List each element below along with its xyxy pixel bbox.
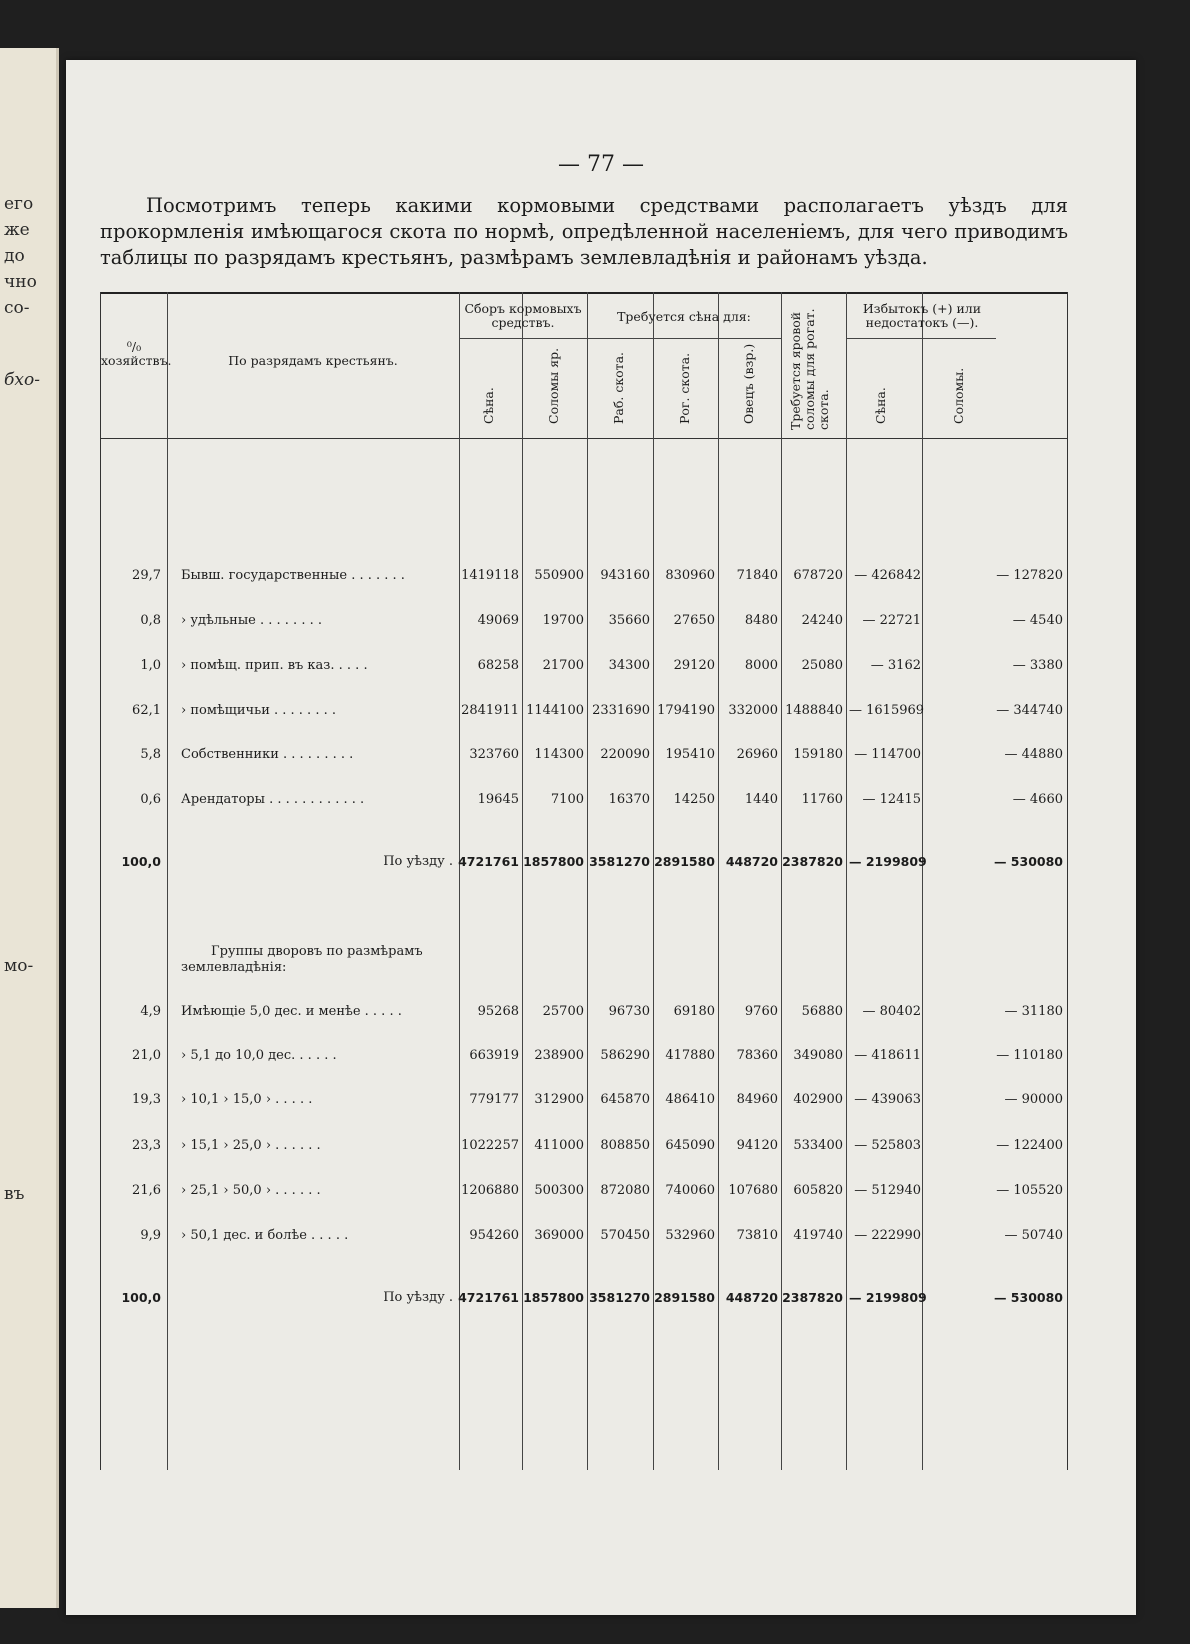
cell-req_straw: 419740	[793, 1228, 843, 1243]
row-percent: 21,0	[132, 1048, 161, 1063]
row-label: Собственники . . . . . . . . .	[181, 747, 354, 762]
row-percent: 100,0	[121, 1290, 161, 1305]
cell-straw: 19700	[542, 613, 584, 628]
cell-work: 16370	[608, 792, 650, 807]
cell-sheep: 1440	[744, 792, 778, 807]
row-label: Арендаторы . . . . . . . . . . . .	[181, 792, 365, 807]
cell-straw: 1857800	[523, 854, 584, 869]
header-sheep: Овецъ (взр.)	[741, 343, 756, 424]
cell-surplus-hay: — 114700	[854, 747, 921, 762]
cell-straw: 25700	[542, 1004, 584, 1019]
cell-straw: 550900	[534, 568, 584, 583]
cell-sheep: 448720	[725, 1290, 778, 1305]
cell-work: 645870	[600, 1092, 650, 1107]
facing-text: мо-	[4, 956, 34, 976]
header-surplus-straw: Соломы.	[951, 367, 966, 424]
cell-surplus-hay: — 3162	[870, 658, 921, 673]
row-label: › 25,1 › 50,0 › . . . . . .	[181, 1183, 321, 1198]
header-category: По разрядамъ крестьянъ.	[228, 353, 398, 368]
row-label: По уѣзду .	[383, 1290, 453, 1305]
cell-work: 570450	[600, 1228, 650, 1243]
cell-sheep: 78360	[736, 1048, 778, 1063]
cell-work: 96730	[608, 1004, 650, 1019]
cell-hay: 19645	[477, 792, 519, 807]
header-required-straw: Требуется яровой соломы для рогат. скота.	[788, 308, 831, 430]
cell-straw: 21700	[542, 658, 584, 673]
cell-sheep: 8480	[744, 613, 778, 628]
cell-surplus-hay: — 525803	[854, 1138, 921, 1153]
row-percent: 5,8	[140, 747, 161, 762]
cell-surplus-hay: — 22721	[862, 613, 921, 628]
intro-paragraph: Посмотримъ теперь какими кормовыми средствами располагаетъ уѣздъ для прокормленія имѣющагося скота по нормѣ, опредѣленной населеніемъ, для чего приводимъ таблицы по разрядамъ крестьянъ, размѣрамъ землевладѣнія и районамъ уѣзда.	[100, 194, 1068, 269]
cell-req_straw: 678720	[793, 568, 843, 583]
cell-sheep: 9760	[744, 1004, 778, 1019]
cell-work: 586290	[600, 1048, 650, 1063]
row-percent: 1,0	[140, 658, 161, 673]
cell-sheep: 332000	[728, 703, 778, 718]
cell-req_straw: 56880	[801, 1004, 843, 1019]
row-percent: 23,3	[132, 1138, 161, 1153]
cell-surplus-hay: — 1615969	[849, 703, 925, 718]
header-work-cattle: Раб. скота.	[611, 351, 626, 424]
cell-req_straw: 24240	[801, 613, 843, 628]
book-page	[66, 60, 1136, 1615]
cell-sheep: 73810	[736, 1228, 778, 1243]
header-collection: Сборъ кормовыхъ средствъ.	[464, 301, 582, 330]
cell-work: 808850	[600, 1138, 650, 1153]
cell-surplus-straw: — 4540	[1012, 613, 1063, 628]
cell-req_straw: 11760	[801, 792, 843, 807]
cell-surplus-hay: — 2199809	[849, 854, 927, 869]
cell-req_straw: 402900	[793, 1092, 843, 1107]
cell-surplus-hay: — 426842	[854, 568, 921, 583]
cell-horned: 740060	[665, 1183, 715, 1198]
cell-work: 872080	[600, 1183, 650, 1198]
cell-hay: 68258	[477, 658, 519, 673]
facing-text: со-	[4, 298, 30, 318]
cell-surplus-straw: — 110180	[996, 1048, 1063, 1063]
cell-straw: 500300	[534, 1183, 584, 1198]
header-surplus-hay: Сѣна.	[873, 387, 888, 424]
header-required-hay: Требуется сѣна для:	[617, 309, 751, 324]
row-percent: 21,6	[132, 1183, 161, 1198]
cell-straw: 238900	[534, 1048, 584, 1063]
cell-req_straw: 25080	[801, 658, 843, 673]
cell-surplus-straw: — 344740	[996, 703, 1063, 718]
row-percent: 29,7	[132, 568, 161, 583]
cell-hay: 323760	[469, 747, 519, 762]
row-label: › помѣщичьи . . . . . . . .	[181, 703, 336, 718]
cell-sheep: 107680	[728, 1183, 778, 1198]
row-percent: 100,0	[121, 854, 161, 869]
cell-req_straw: 349080	[793, 1048, 843, 1063]
header-straw: Соломы яр.	[546, 347, 561, 424]
row-label: › 50,1 дес. и болѣе . . . . .	[181, 1228, 349, 1243]
cell-req_straw: 159180	[793, 747, 843, 762]
facing-text: же	[4, 220, 30, 240]
cell-surplus-hay: — 12415	[862, 792, 921, 807]
cell-surplus-straw: — 44880	[1004, 747, 1063, 762]
cell-hay: 4721761	[458, 1290, 519, 1305]
cell-horned: 29120	[673, 658, 715, 673]
facing-text: до	[4, 246, 25, 266]
cell-surplus-hay: — 439063	[854, 1092, 921, 1107]
cell-horned: 532960	[665, 1228, 715, 1243]
cell-hay: 1206880	[461, 1183, 519, 1198]
cell-horned: 830960	[665, 568, 715, 583]
cell-surplus-straw: — 3380	[1012, 658, 1063, 673]
cell-horned: 2891580	[654, 854, 715, 869]
cell-sheep: 8000	[744, 658, 778, 673]
cell-hay: 1419118	[461, 568, 519, 583]
cell-hay: 2841911	[461, 703, 519, 718]
cell-surplus-straw: — 105520	[996, 1183, 1063, 1198]
cell-straw: 1857800	[523, 1290, 584, 1305]
cell-horned: 195410	[665, 747, 715, 762]
cell-surplus-straw: — 31180	[1004, 1004, 1063, 1019]
facing-page-fragment	[0, 48, 59, 1608]
row-percent: 19,3	[132, 1092, 161, 1107]
cell-sheep: 26960	[736, 747, 778, 762]
cell-surplus-hay: — 2199809	[849, 1290, 927, 1305]
cell-surplus-straw: — 530080	[993, 854, 1063, 869]
cell-work: 943160	[600, 568, 650, 583]
cell-sheep: 84960	[736, 1092, 778, 1107]
cell-surplus-straw: — 122400	[996, 1138, 1063, 1153]
header-horned-cattle: Рог. скота.	[677, 352, 692, 424]
cell-surplus-hay: — 222990	[854, 1228, 921, 1243]
cell-work: 3581270	[589, 1290, 650, 1305]
row-label: › 10,1 › 15,0 › . . . . .	[181, 1092, 313, 1107]
cell-horned: 645090	[665, 1138, 715, 1153]
cell-hay: 954260	[469, 1228, 519, 1243]
row-label: По уѣзду .	[383, 854, 453, 869]
row-percent: 9,9	[140, 1228, 161, 1243]
cell-req_straw: 1488840	[785, 703, 843, 718]
cell-surplus-hay: — 512940	[854, 1183, 921, 1198]
facing-text: бхо-	[4, 370, 40, 390]
row-label: › 5,1 до 10,0 дес. . . . . .	[181, 1048, 337, 1063]
cell-surplus-straw: — 530080	[993, 1290, 1063, 1305]
cell-horned: 2891580	[654, 1290, 715, 1305]
cell-sheep: 448720	[725, 854, 778, 869]
cell-surplus-hay: — 418611	[854, 1048, 921, 1063]
header-surplus: Избытокъ (+) или недостатокъ (—).	[862, 301, 982, 330]
cell-hay: 663919	[469, 1048, 519, 1063]
row-label: Бывш. государственные . . . . . . .	[181, 568, 405, 583]
row-label: › помѣщ. прип. въ каз. . . . .	[181, 658, 368, 673]
cell-horned: 486410	[665, 1092, 715, 1107]
cell-surplus-straw: — 4660	[1012, 792, 1063, 807]
cell-straw: 7100	[550, 792, 584, 807]
cell-horned: 69180	[673, 1004, 715, 1019]
cell-hay: 1022257	[461, 1138, 519, 1153]
fodder-table	[100, 292, 1068, 1470]
cell-hay: 779177	[469, 1092, 519, 1107]
cell-work: 2331690	[592, 703, 650, 718]
cell-horned: 27650	[673, 613, 715, 628]
cell-work: 35660	[608, 613, 650, 628]
cell-horned: 14250	[673, 792, 715, 807]
cell-straw: 312900	[534, 1092, 584, 1107]
cell-straw: 369000	[534, 1228, 584, 1243]
cell-req_straw: 2387820	[782, 1290, 843, 1305]
row-percent: 62,1	[132, 703, 161, 718]
row-percent: 0,8	[140, 613, 161, 628]
header-hay: Сѣна.	[481, 387, 496, 424]
cell-work: 3581270	[589, 854, 650, 869]
cell-straw: 1144100	[526, 703, 584, 718]
row-label: › 15,1 › 25,0 › . . . . . .	[181, 1138, 321, 1153]
cell-hay: 4721761	[458, 854, 519, 869]
cell-hay: 49069	[477, 613, 519, 628]
cell-horned: 417880	[665, 1048, 715, 1063]
row-percent: 0,6	[140, 792, 161, 807]
cell-straw: 411000	[534, 1138, 584, 1153]
page-number: — 77 —	[558, 152, 644, 177]
cell-sheep: 71840	[736, 568, 778, 583]
section2-title: Группы дворовъ по размѣрамъ землевладѣнія:	[181, 944, 423, 975]
cell-surplus-hay: — 80402	[862, 1004, 921, 1019]
cell-surplus-straw: — 50740	[1004, 1228, 1063, 1243]
cell-surplus-straw: — 90000	[1004, 1092, 1063, 1107]
cell-work: 34300	[608, 658, 650, 673]
cell-surplus-straw: — 127820	[996, 568, 1063, 583]
facing-text: въ	[4, 1184, 25, 1204]
row-label: › удѣльные . . . . . . . .	[181, 613, 322, 628]
cell-req_straw: 605820	[793, 1183, 843, 1198]
cell-hay: 95268	[477, 1004, 519, 1019]
cell-straw: 114300	[534, 747, 584, 762]
cell-horned: 1794190	[657, 703, 715, 718]
cell-req_straw: 2387820	[782, 854, 843, 869]
cell-sheep: 94120	[736, 1138, 778, 1153]
cell-req_straw: 533400	[793, 1138, 843, 1153]
facing-text: его	[4, 194, 34, 214]
facing-text: чно	[4, 272, 37, 292]
row-label: Имѣющіе 5,0 дес. и менѣе . . . . .	[181, 1004, 402, 1019]
header-percent: ⁰/₀ хозяйствъ.	[101, 339, 172, 368]
row-percent: 4,9	[140, 1004, 161, 1019]
cell-work: 220090	[600, 747, 650, 762]
